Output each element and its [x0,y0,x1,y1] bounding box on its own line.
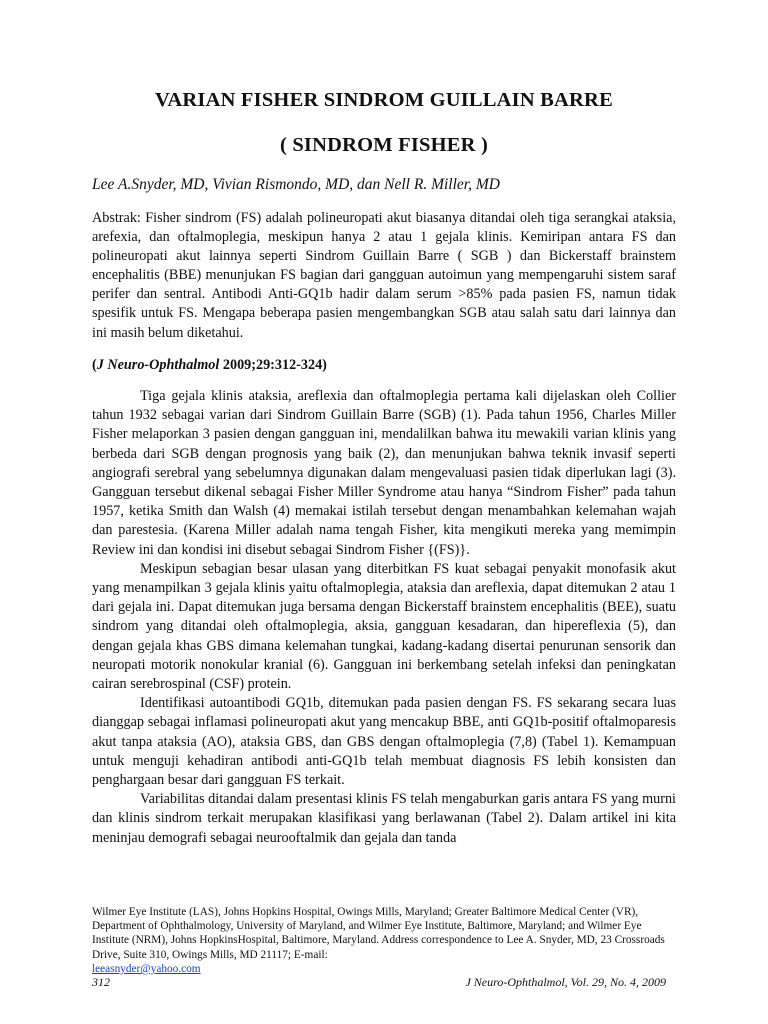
abstract: Abstrak: Fisher sindrom (FS) adalah polineuropati akut biasanya ditandai oleh tiga serangkai ataksia, arefexia, dan oftalmoplegia, meskipun hanya 2 atau 1 gejala klinis. Kemiripan antara FS dan polineuropati akut lainnya seperti Sindrom Guillain Barre ( SGB ) dan Bickerstaff brainstem encephalitis (BBE) menunjukan FS bagian dari gangguan autoimun yang mempengaruhi sistem saraf perifer dan sentral. Antibodi Anti-GQ1b hadir dalam serum >85% pada pasien FS, namun tidak spesifik untuk FS. Mengapa beberapa pasien mengembangkan SGB atau salah satu dari lainnya dan ini masih belum diketahui. [92,210,676,341]
affiliation-footnote [92,905,676,976]
paragraph-2: Meskipun sebagian besar ulasan yang diterbitkan FS kuat sebagai penyakit monofasik akut yang menampilkan 3 gejala klinis yaitu oftalmoplegia, ataksia dan areflexia, dapat ditemukan 2 atau 1 dari gejala ini. Dapat ditemukan juga bersama dengan Bickerstaff brainstem encephalitis (BEE), suatu sindrom yang ditandai oleh oftalmoplegia, aksia, gangguan kesadaran, dan hipereflexia (5), dan dengan gejala khas GBS dimana kelemahan tungkai, kadang-kadang disertai penurunan sensorik dan neuropati motorik nonokular kranial (6). Gangguan ini berkembang setelah infeksi dan peningkatan cairan serebrospinal (CSF) protein. [92,560,676,693]
citation-open: ( [92,357,97,373]
citation-details: 2009;29:312-324) [219,357,327,373]
footnote-text: Wilmer Eye Institute (LAS), Johns Hopkins Hospital, Owings Mills, Maryland; Greater Baltimore Medical Center (VR), Department of Ophthalmology, University of Maryland, and Wilmer Eye Institute, Baltimore, Maryland; and Wilmer Eye Institute (NRM), Johns HopkinsHospital, Baltimore, Maryland. Address correspondence to Lee A. Snyder, MD, 23 Crossroads Drive, Suite 310, Owings Mills, MD 21117; E-mail: [92,906,665,961]
article-subtitle: ( SINDROM FISHER ) [279,134,489,156]
author-list: Lee A.Snyder, MD, Vivian Rismondo, MD, dan Nell R. Miller, MD [92,176,500,193]
citation [92,357,676,374]
paragraph-3: Identifikasi autoantibodi GQ1b, ditemukan pada pasien dengan FS. FS sekarang secara luas dianggap sebagai inflamasi polineuropati akut yang mencakup BBE, anti GQ1b-positif oftalmoparesis akut tanpa ataksia (AO), ataksia GBS, dan GBS dengan oftalmoplegia (7,8) (Tabel 1). Kemampuan untuk menguji kehadiran antibodi anti-GQ1b telah membuat diagnosis FS lebih konsisten dan penghargaan besar dari gangguan FS terkait. [92,695,676,789]
running-footer: J Neuro-Ophthalmol, Vol. 29, No. 4, 2009 [465,975,666,989]
paragraph-1: Tiga gejala klinis ataksia, areflexia dan oftalmoplegia pertama kali dijelaskan oleh Collier tahun 1932 sebagai varian dari Sindrom Guillain Barre (SGB) (1). Pada tahun 1956, Charles Miller Fisher melaporkan 3 pasien dengan gangguan ini, mendalilkan bahwa itu mewakili varian klinis yang berbeda dari SGB dengan prognosis yang baik (2), dan menunjukan bahwa teknik invasif seperti angiografi serebral yang sebelumnya digunakan dalam mengevaluasi pasien tidak diperlukan lagi (3). Gangguan tersebut dikenal sebagai Fisher Miller Syndrome atau hanya “Sindrom Fisher” pada tahun 1957, ketika Smith dan Walsh (4) memakai istilah tersebut dengan menambahkan kelemahan wajah dan parestesia. (Karena Miller adalah nama tengah Fisher, kita mengikuti mereka yang memimpin Review ini dan kondisi ini disebut sebagai Sindrom Fisher {(FS)}. [92,388,676,558]
article-title: VARIAN FISHER SINDROM GUILLAIN BARRE [155,89,613,111]
body-text [92,387,676,848]
paragraph-4: Variabilitas ditandai dalam presentasi klinis FS telah mengaburkan garis antara FS yang murni dan klinis sindrom terkait merupakan klasifikasi yang berlawanan (Tabel 2). Dalam artikel ini kita meninjau demografi sebagai neurooftalmik dan gejala dan tanda [92,791,676,846]
page-number: 312 [92,975,110,989]
email-link[interactable]: leeasnyder@yahoo.com [92,962,201,975]
article-page [92,0,676,1024]
citation-journal: J Neuro-Ophthalmol [96,357,220,373]
